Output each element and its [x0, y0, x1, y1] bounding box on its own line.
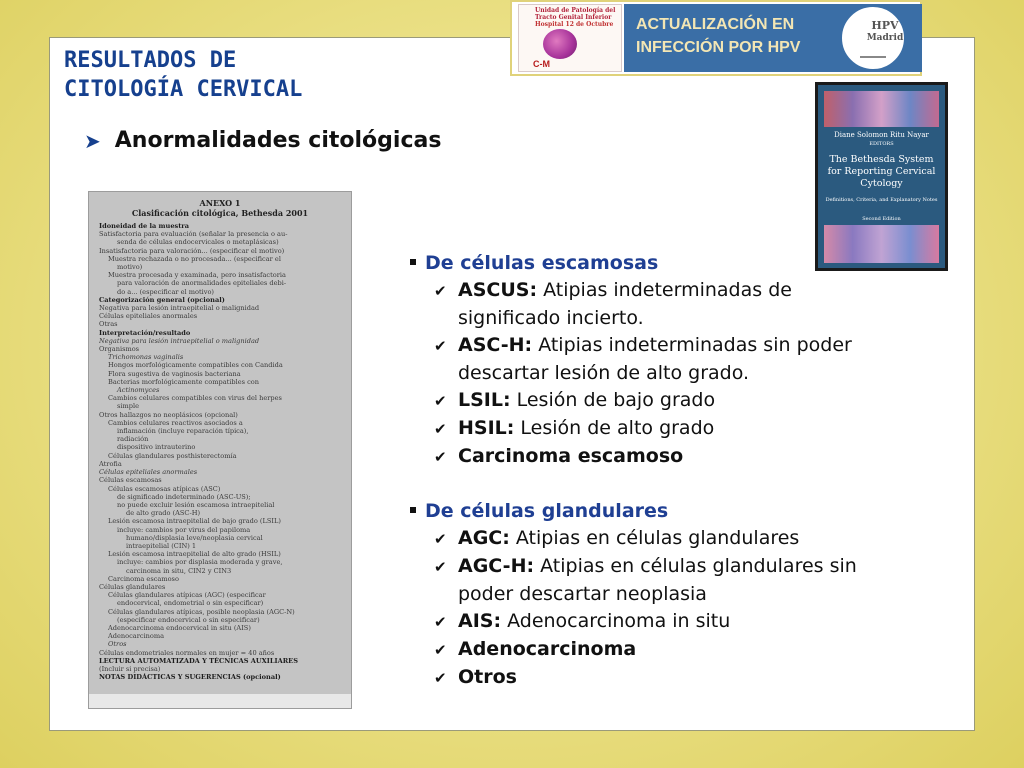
scan-line: Muestra rechazada o no procesada... (especificar el [108, 254, 281, 263]
slide-subtitle [84, 128, 441, 153]
scan-line: Satisfactoria para evaluación (señalar la presencia o au- [99, 230, 288, 239]
scan-line: Células glandulares posthisterectomía [108, 451, 237, 460]
scan-footer-strip [89, 694, 351, 708]
item-description: Atipias indeterminadas sin poder descartar lesión de alto grado. [458, 334, 852, 384]
squamous-item [410, 443, 900, 471]
scan-line: intraepitelial (CIN) 1 [126, 541, 197, 550]
hpv-logo-text: HPV [871, 19, 899, 32]
scan-line: Células glandulares [99, 582, 166, 591]
checkmark-icon: ✔ [434, 282, 447, 300]
classification-list [410, 250, 900, 692]
banner-title-line-2: INFECCIÓN POR HPV [636, 39, 801, 56]
logo-line-3: Hospital 12 de Octubre [535, 21, 614, 28]
squamous-item [410, 332, 900, 387]
scan-line: Atrofia [99, 459, 122, 468]
book-subtitle: Definitions, Criteria, and Explanatory Notes [825, 197, 938, 203]
section-glandular [410, 498, 900, 525]
scan-line: endocervical, endometrial o sin especificar) [117, 599, 264, 608]
item-term: AIS: [458, 610, 502, 632]
scan-line: Células glandulares atípicas, posible neoplasia (AGC-N) [108, 607, 295, 616]
cell-icon [543, 29, 577, 59]
scan-line: Negativa para lesión intraepitelial o malignidad [99, 304, 260, 313]
bethesda-book-cover [815, 82, 948, 271]
squamous-item [410, 415, 900, 443]
item-term: LSIL: [458, 389, 511, 411]
scan-line: (Incluir si precisa) [99, 664, 161, 673]
scan-heading-title: Clasificación citológica, Bethesda 2001 [131, 208, 309, 218]
checkmark-icon: ✔ [434, 392, 447, 410]
logo-line-1: Unidad de Patología del [535, 7, 616, 14]
scan-line: de alto grado (ASC-H) [126, 509, 201, 518]
squamous-items [410, 277, 900, 471]
glandular-items [410, 525, 900, 692]
slide-title-line-2: CITOLOGÍA CERVICAL [64, 77, 303, 102]
scan-line: Células glandulares atípicas (AGC) (especificar [108, 591, 266, 600]
scan-line: Células escamosas [99, 476, 162, 485]
glandular-item [410, 664, 900, 692]
scan-line: Trichomonas vaginalis [108, 353, 184, 362]
scan-line: Bacterias morfológicamente compatibles con [108, 377, 260, 386]
slide-title [64, 46, 302, 104]
item-term: ASCUS: [458, 279, 538, 301]
scan-line: Células endometriales normales en mujer = 40 años [99, 648, 275, 657]
unit-logo [518, 4, 622, 72]
scan-line: LECTURA AUTOMATIZADA Y TÉCNICAS AUXILIARES [99, 656, 298, 665]
scan-line: Cambios celulares reactivos asociados a [108, 418, 243, 427]
subtitle-text: Anormalidades citológicas [114, 128, 442, 153]
scan-line: Células epiteliales anormales [99, 312, 198, 321]
square-bullet-icon [410, 507, 416, 513]
arrow-bullet-icon: ➤ [84, 128, 101, 153]
scan-line: Adenocarcinoma [108, 632, 165, 641]
scan-line: radiación [117, 435, 149, 444]
checkmark-icon: ✔ [434, 641, 447, 659]
book-title: The Bethesda System for Reporting Cervical Cytology [827, 154, 936, 189]
scan-line: Idoneidad de la muestra [99, 222, 190, 230]
item-term: HSIL: [458, 417, 515, 439]
banner-title-box [624, 4, 922, 72]
item-description: Lesión de bajo grado [510, 389, 716, 411]
scan-line: (especificar endocervical o sin especificar) [117, 615, 260, 624]
scan-line: dispositivo intrauterino [117, 443, 196, 452]
scan-line: Otras [99, 320, 118, 329]
scan-line: senda de células endocervicales o metaplásicas) [117, 238, 279, 247]
scan-line: Categorización general (opcional) [99, 295, 225, 304]
glandular-item [410, 553, 900, 608]
scan-line: Células epiteliales anormales [99, 468, 198, 477]
scan-line: Hongos morfológicamente compatibles con Candida [108, 361, 283, 370]
scan-line: no puede excluir lesión escamosa intraepitelial [117, 500, 275, 509]
scan-line: incluye: cambios por displasia moderada y grave, [117, 558, 283, 567]
item-term: Otros [458, 666, 517, 688]
scan-line: Otros [108, 640, 127, 649]
glandular-item [410, 636, 900, 664]
checkmark-icon: ✔ [434, 613, 447, 631]
book-editors-label: EDITORS [869, 141, 894, 147]
item-description: Atipias en células glandulares [509, 527, 800, 549]
book-edition: Second Edition [862, 216, 901, 222]
scan-line: Adenocarcinoma endocervical in situ (AIS) [108, 623, 251, 632]
scan-line: Actinomyces [117, 386, 160, 395]
comunidad-madrid-logo: C-M [533, 59, 550, 69]
header-banner [510, 0, 922, 76]
hpv-madrid-logo [842, 7, 904, 69]
section-glandular-heading: De células glandulares [425, 500, 669, 522]
scan-line: inflamación (incluye reparación típica), [117, 427, 249, 436]
section-squamous-heading: De células escamosas [425, 252, 659, 274]
squamous-item [410, 387, 900, 415]
section-squamous [410, 250, 900, 277]
item-description: Lesión de alto grado [514, 417, 715, 439]
scan-line: Insatisfactoria para valoración... (especificar el motivo) [99, 246, 285, 255]
list-spacer [410, 471, 900, 498]
checkmark-icon: ✔ [434, 337, 447, 355]
scan-heading-annex: ANEXO 1 [199, 198, 241, 208]
item-description: Atipias indeterminadas de significado incierto. [458, 279, 792, 329]
scan-line: Cambios celulares compatibles con virus del herpes [108, 394, 282, 403]
item-term: AGC: [458, 527, 510, 549]
checkmark-icon: ✔ [434, 530, 447, 548]
item-term: ASC-H: [458, 334, 533, 356]
checkmark-icon: ✔ [434, 448, 447, 466]
scan-line: motivo) [117, 263, 143, 272]
squamous-item [410, 277, 900, 332]
scan-line: do a... (especificar el motivo) [117, 287, 215, 296]
item-term: Adenocarcinoma [458, 638, 637, 660]
item-term: Carcinoma escamoso [458, 445, 684, 467]
item-description: Adenocarcinoma in situ [501, 610, 731, 632]
scan-line: carcinoma in situ, CIN2 y CIN3 [126, 566, 232, 575]
scan-line: Flora sugestiva de vaginosis bacteriana [108, 369, 241, 378]
book-cytology-image-top [824, 91, 939, 127]
slide-title-line-1: RESULTADOS DE [64, 48, 237, 73]
checkmark-icon: ✔ [434, 420, 447, 438]
scan-line: Carcinoma escamoso [108, 574, 179, 583]
checkmark-icon: ✔ [434, 558, 447, 576]
checkmark-icon: ✔ [434, 669, 447, 687]
scan-line: Interpretación/resultado [99, 328, 191, 337]
scan-text-lines [99, 222, 344, 681]
scan-line: humano/displasia leve/neoplasia cervical [126, 533, 263, 542]
bethesda-classification-scan [88, 191, 352, 709]
scan-line: incluye: cambios por virus del papiloma [117, 525, 251, 534]
scan-line: Otros hallazgos no neoplásicos (opcional) [99, 410, 238, 419]
scan-line: Negativa para lesión intraepitelial o malignidad [99, 336, 260, 345]
hpv-logo-city: Madrid [866, 33, 904, 43]
scan-line: Células escamosas atípicas (ASC) [108, 484, 221, 493]
square-bullet-icon [410, 259, 416, 265]
logo-line-2: Tracto Genital Inferior [535, 14, 612, 21]
item-description: Atipias en células glandulares sin poder descartar neoplasia [458, 555, 857, 605]
item-term: AGC-H: [458, 555, 535, 577]
scan-line: Lesión escamosa intraepitelial de bajo grado (LSIL) [108, 517, 281, 526]
scan-line: Organismos [99, 345, 140, 354]
skyline-icon [860, 46, 886, 58]
scan-line: para valoración de anormalidades epiteliales debi- [117, 279, 287, 288]
scan-line: NOTAS DIDÁCTICAS Y SUGERENCIAS (opcional) [99, 673, 281, 682]
scan-line: Muestra procesada y examinada, pero insatisfactoria [108, 271, 286, 280]
glandular-item [410, 525, 900, 553]
book-authors: Diane Solomon Ritu Nayar [834, 131, 929, 139]
banner-title-line-1: ACTUALIZACIÓN EN [636, 16, 795, 33]
glandular-item [410, 608, 900, 636]
scan-line: simple [117, 402, 139, 411]
scan-line: de significado indeterminado (ASC-US); [117, 492, 251, 501]
scan-line: Lesión escamosa intraepitelial de alto grado (HSIL) [108, 550, 281, 559]
